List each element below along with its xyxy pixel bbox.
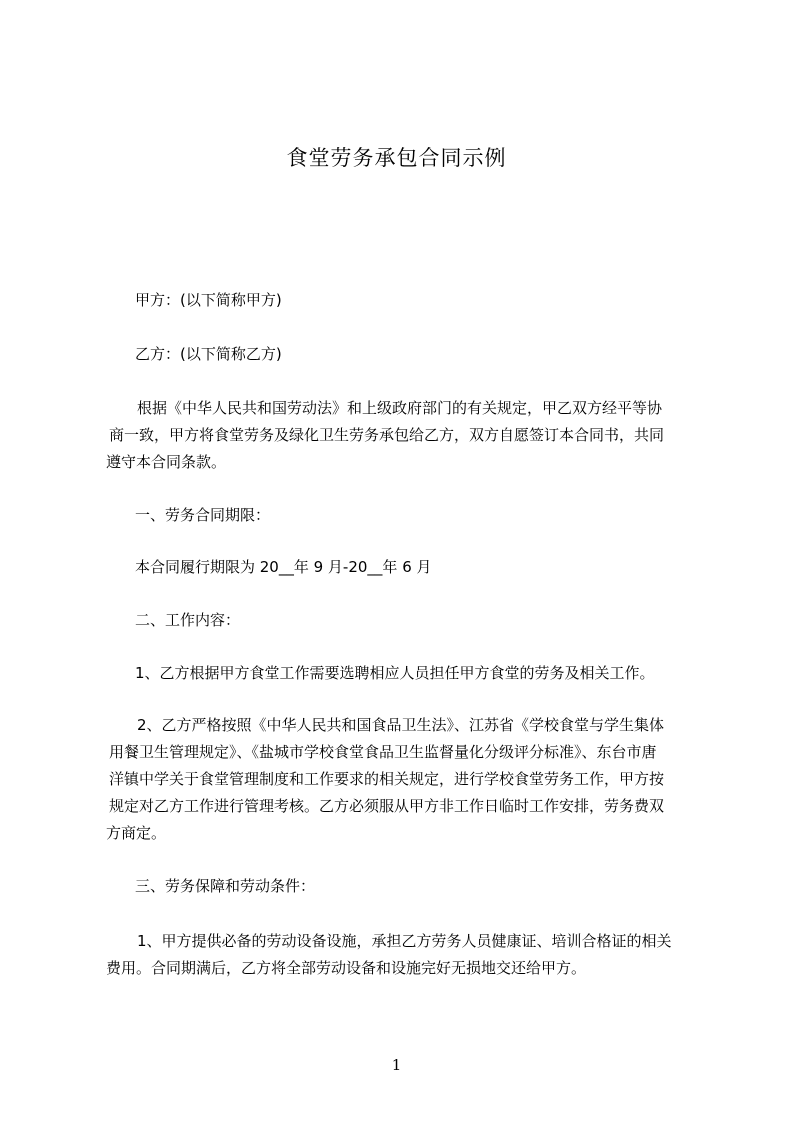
section-heading-text: 一、劳务合同期限： — [135, 506, 271, 524]
party-b-line — [106, 341, 700, 368]
item-line: 方商定。 — [106, 824, 167, 842]
section-heading-text: 二、工作内容： — [135, 611, 241, 629]
item-line: 洋镇中学关于食堂管理制度和工作要求的相关规定，进行学校食堂劳务工作，甲方按 — [109, 770, 665, 788]
section-2-heading — [106, 607, 700, 634]
contract-term-text: 本合同履行期限为 20__年 9 月-20__年 6 月 — [135, 558, 432, 576]
intro-line: 遵守本合同条款。 — [106, 453, 227, 471]
section-3-item-1 — [106, 928, 700, 982]
section-2-item-2 — [106, 712, 700, 847]
intro-line: 根据《中华人民共和国劳动法》和上级政府部门的有关规定，甲乙双方经平等协 — [137, 399, 663, 417]
item-line: 1、甲方提供必备的劳动设备设施，承担乙方劳务人员健康证、培训合格证的相关 — [137, 932, 672, 950]
contract-term-paragraph — [106, 554, 700, 581]
item-line: 规定对乙方工作进行管理考核。乙方必须服从甲方非工作日临时工作安排，劳务费双 — [109, 797, 665, 815]
intro-line: 商一致，甲方将食堂劳务及绿化卫生劳务承包给乙方，双方自愿签订本合同书，共同 — [109, 426, 665, 444]
section-heading-text: 三、劳务保障和劳动条件： — [135, 877, 316, 895]
document-title: 食堂劳务承包合同示例 — [286, 146, 507, 170]
section-3-heading — [106, 873, 700, 900]
section-2-item-1 — [106, 660, 700, 687]
item-line: 费用。合同期满后，乙方将全部劳动设备和设施完好无损地交还给甲方。 — [106, 959, 587, 977]
item-text: 1、乙方根据甲方食堂工作需要选聘相应人员担任甲方食堂的劳务及相关工作。 — [135, 664, 655, 682]
section-1-heading — [106, 502, 700, 529]
item-line: 用餐卫生管理规定》、《盐城市学校食堂食品卫生监督量化分级评分标准》、东台市唐 — [109, 743, 657, 761]
party-a-text: 甲方：(以下简称甲方) — [135, 291, 282, 309]
party-a-line — [106, 287, 700, 314]
page-number: 1 — [391, 1056, 402, 1074]
party-b-text: 乙方：(以下简称乙方) — [135, 345, 282, 363]
item-line: 2、乙方严格按照《中华人民共和国食品卫生法》、江苏省《学校食堂与学生集体 — [137, 716, 665, 734]
intro-paragraph — [106, 395, 700, 476]
